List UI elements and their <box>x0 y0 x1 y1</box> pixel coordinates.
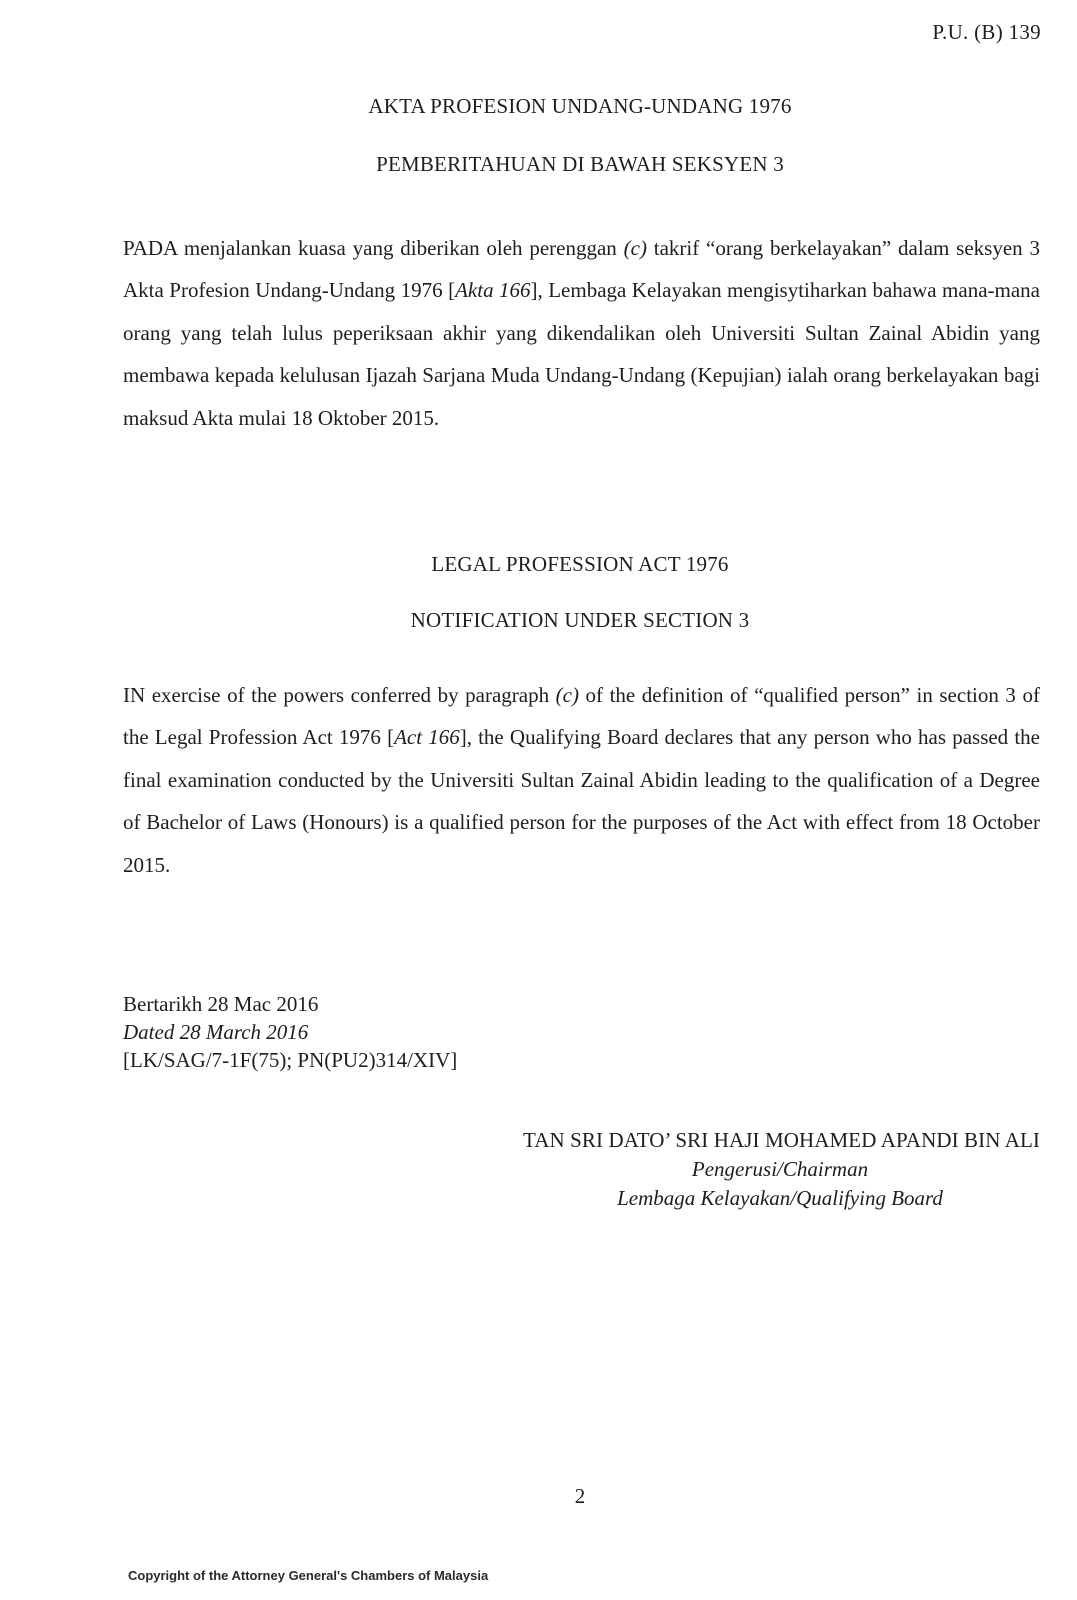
malay-notification-paragraph <box>123 227 1040 439</box>
english-para-paragraph-ref: (c) <box>555 683 579 707</box>
malay-para-text-1: PADA menjalankan kuasa yang diberikan oleh perenggan <box>123 236 624 260</box>
malay-notification-heading: PEMBERITAHUAN DI BAWAH SEKSYEN 3 <box>376 152 784 176</box>
page-number: 2 <box>574 1484 586 1508</box>
english-para-act-ref: Act 166 <box>394 725 460 750</box>
english-notification-heading: NOTIFICATION UNDER SECTION 3 <box>410 608 750 632</box>
signature-block <box>470 1126 1040 1213</box>
malay-date: Bertarikh 28 Mac 2016 <box>123 992 319 1016</box>
english-notification-paragraph <box>123 674 1040 886</box>
english-para-text-1: IN exercise of the powers conferred by paragraph <box>123 683 556 707</box>
malay-para-text-3: ], Lembaga Kelayakan mengisytiharkan bahawa mana-mana orang yang telah lulus peperiksaan akhir yang dikendalikan oleh Universiti Sultan Zainal Abidin yang membawa kepada kelulusan Ijazah Sarjana Muda Undang-Undang (Kepujian) ialah orang berkelayakan bagi maksud Akta mulai 18 Oktober 2015. <box>123 278 1040 430</box>
gazette-reference: P.U. (B) 139 <box>932 20 1041 44</box>
english-para-text-3: ], the Qualifying Board declares that any person who has passed the final examination conducted by the Universiti Sultan Zainal Abidin leading to the qualification of a Degree of Bachelor of Laws (Honours) is a qualified person for the purposes of the Act with effect from 18 October 2015. <box>123 725 1040 877</box>
date-block <box>123 990 457 1074</box>
signatory-position: Pengerusi/Chairman <box>691 1157 869 1181</box>
file-reference: [LK/SAG/7-1F(75); PN(PU2)314/XIV] <box>123 1048 458 1072</box>
english-date: Dated 28 March 2016 <box>123 1020 309 1044</box>
signatory-name: TAN SRI DATO’ SRI HAJI MOHAMED APANDI BIN ALI <box>523 1128 1040 1152</box>
malay-para-text-2: takrif “orang berkelayakan” dalam seksyen 3 Akta Profesion Undang-Undang 1976 [ <box>123 236 1040 303</box>
copyright-notice: Copyright of the Attorney General's Chambers of Malaysia <box>128 1568 489 1583</box>
english-para-text-2: of the definition of “qualified person” in section 3 of the Legal Profession Act 1976 [ <box>123 683 1040 750</box>
malay-act-title: AKTA PROFESION UNDANG-UNDANG 1976 <box>368 94 792 118</box>
signatory-board: Lembaga Kelayakan/Qualifying Board <box>617 1186 943 1210</box>
malay-para-act-ref: Akta 166 <box>455 278 531 303</box>
english-act-title: LEGAL PROFESSION ACT 1976 <box>431 552 729 576</box>
malay-para-paragraph-ref: (c) <box>623 236 647 260</box>
